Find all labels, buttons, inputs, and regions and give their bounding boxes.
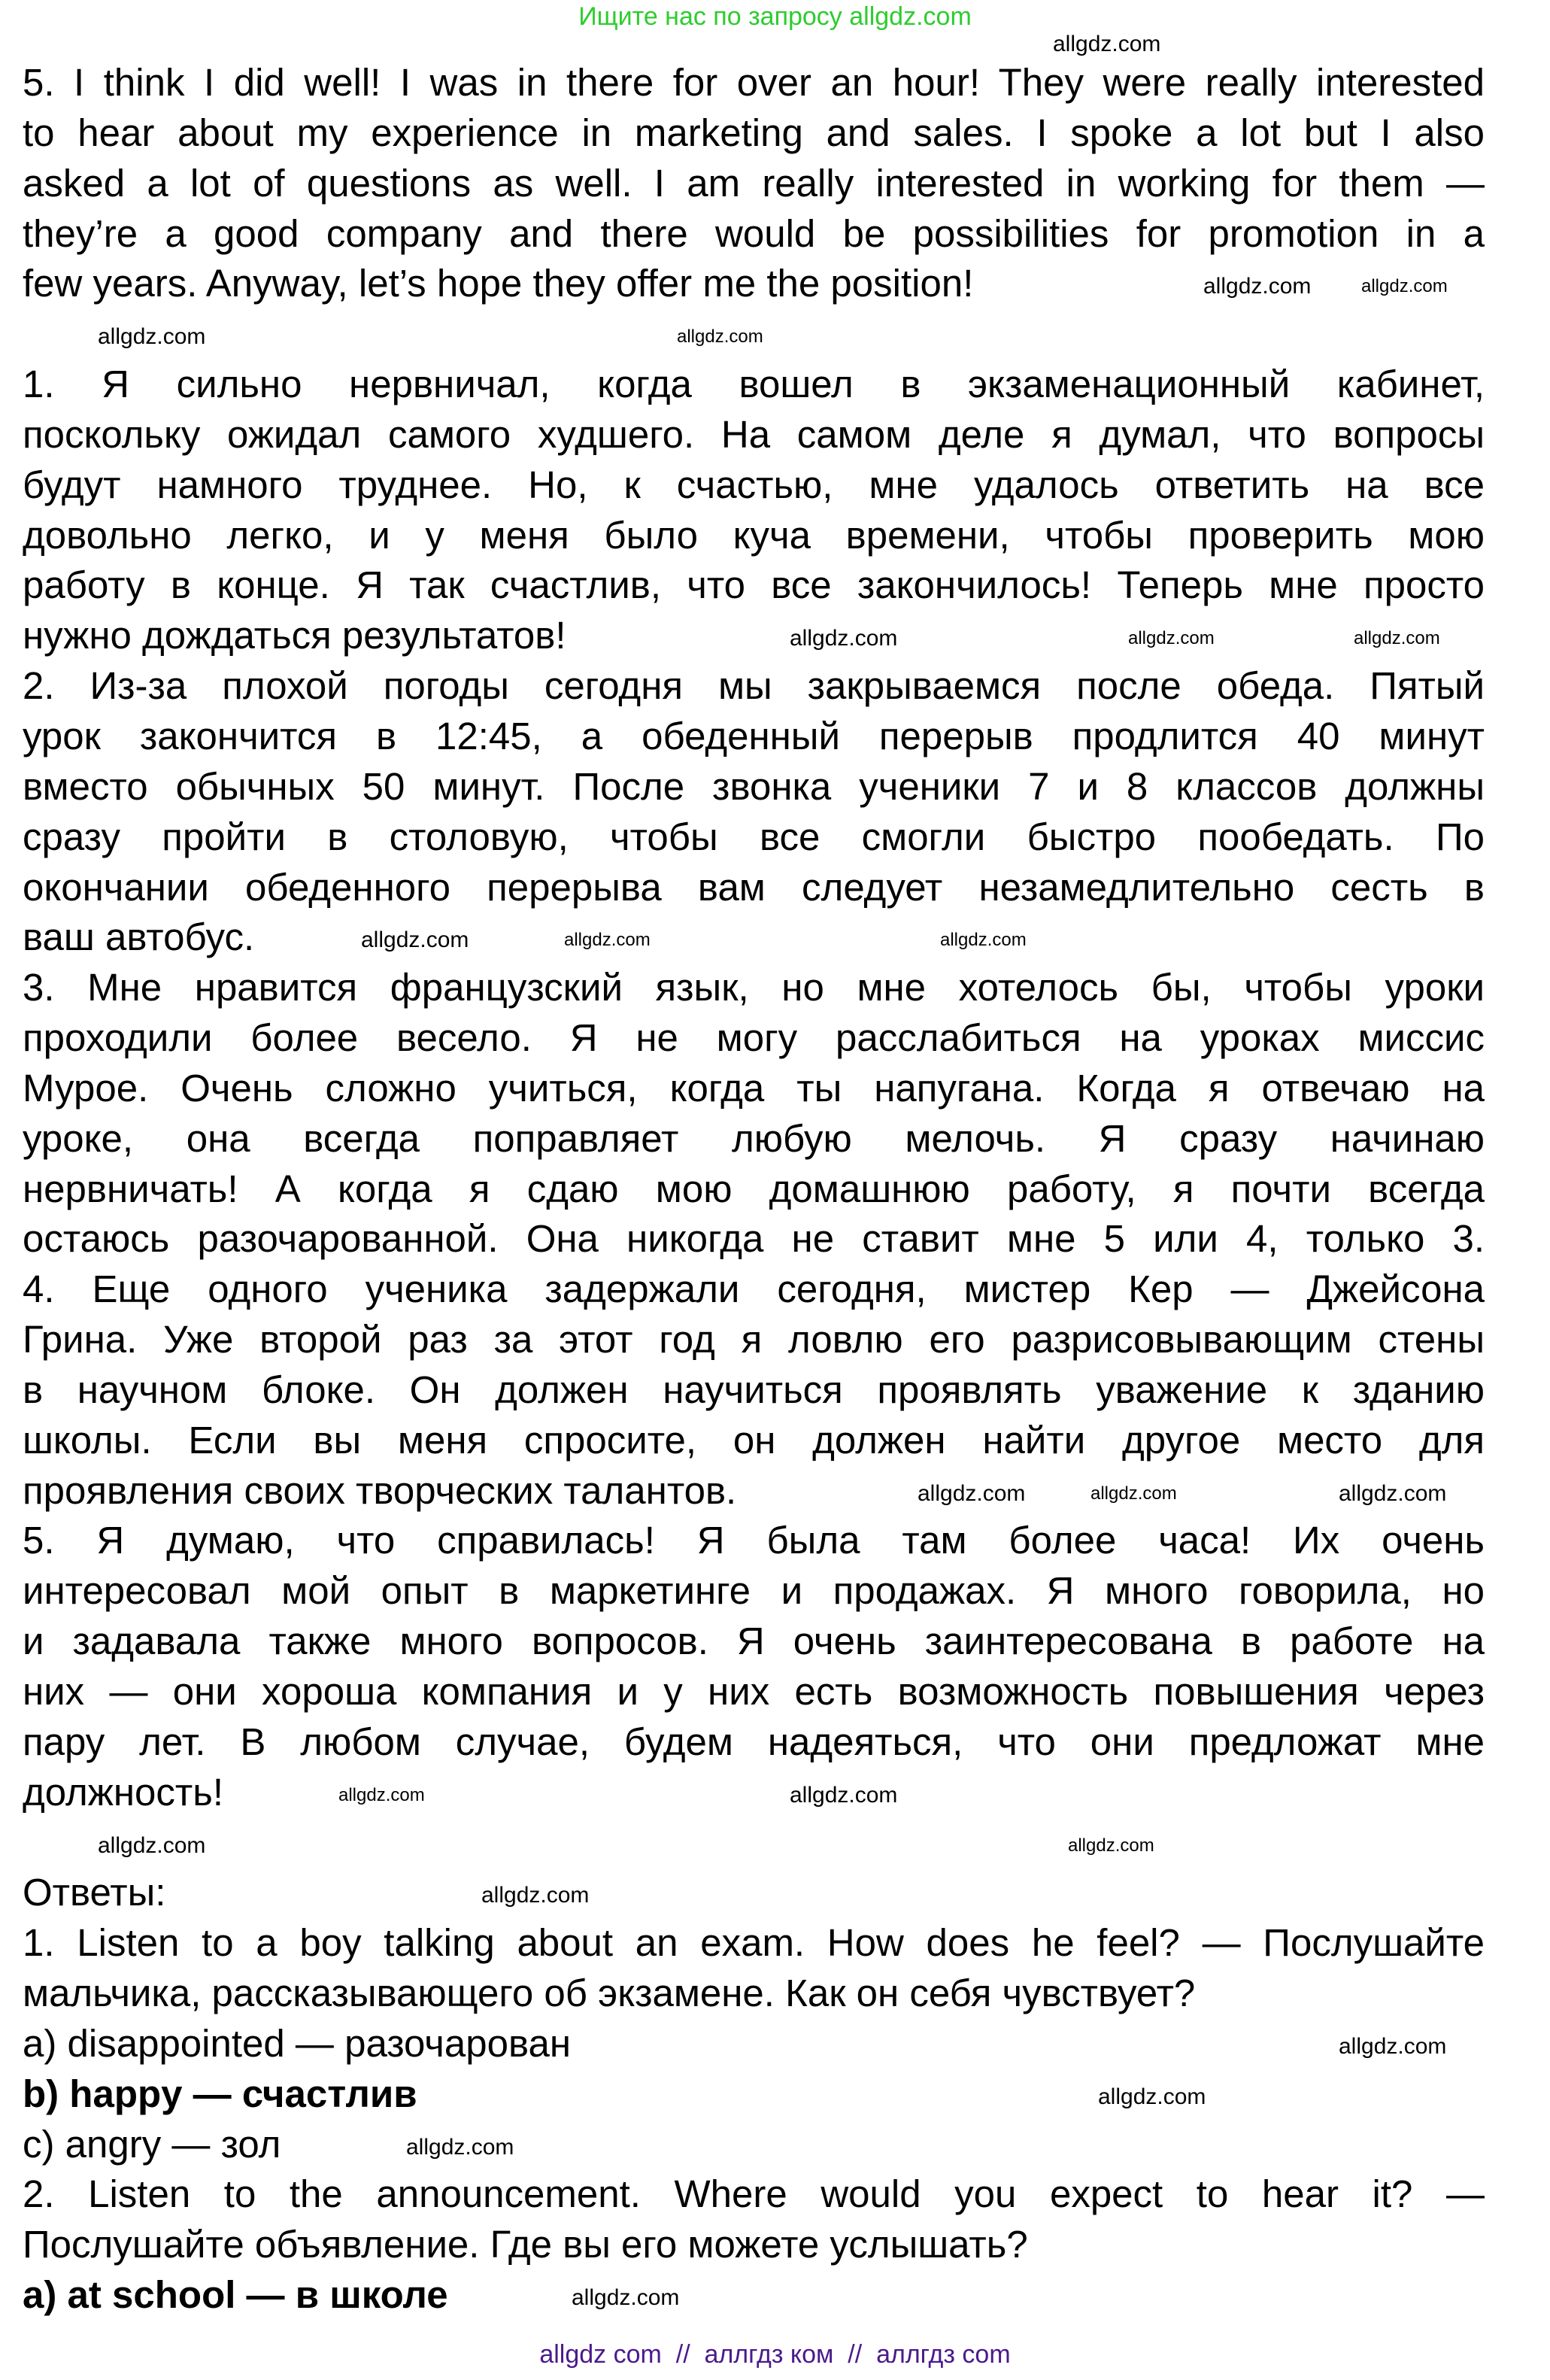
answers-heading: Ответы: <box>23 1871 166 1914</box>
watermark: allgdz.com <box>1090 1483 1177 1504</box>
option-c-row <box>23 2120 1485 2170</box>
watermark: allgdz.com <box>361 927 469 952</box>
option-c: c) angry — зол <box>23 2122 281 2166</box>
watermark: allgdz.com <box>1128 628 1215 648</box>
question-2-row <box>23 2220 1485 2270</box>
watermark: allgdz.com <box>1339 2034 1447 2059</box>
footer-banner: allgdz com // аллгдз ком // аллгдз com <box>539 2340 1011 2369</box>
text-line: вместо обычных 50 минут. После звонка ученики 7 и 8 классов должны <box>23 764 1485 808</box>
watermark: allgdz.com <box>1068 1835 1154 1856</box>
watermark: allgdz.com <box>1339 1481 1447 1506</box>
text-line: asked a lot of questions as well. I am really interested in working for them — <box>23 161 1485 205</box>
watermark: allgdz.com <box>1354 628 1440 648</box>
text-line: довольно легко, и у меня было куча времени, чтобы проверить мою <box>23 513 1485 557</box>
question-2-line: 2. Listen to the announcement. Where would you expect to hear it? — <box>23 2172 1485 2216</box>
text-line-row <box>23 611 1485 661</box>
text-line: поскольку ожидал самого худшего. На самом деле я думал, что вопросы <box>23 412 1485 456</box>
watermark: allgdz.com <box>481 1883 590 1908</box>
text-line: будут намного труднее. Но, к счастью, мне удалось ответить на все <box>23 463 1485 506</box>
watermark: allgdz.com <box>98 324 206 349</box>
text-line: урок закончится в 12:45, а обеденный перерыв продлится 40 минут <box>23 714 1485 757</box>
watermark: allgdz.com <box>1361 276 1448 296</box>
text-line: в научном блоке. Он должен научиться проявлять уважение к зданию <box>23 1368 1485 1411</box>
paragraph-russian-5 <box>23 1516 1485 1817</box>
text-line: 1. Я сильно нервничал, когда вошел в экзаменационный кабинет, <box>23 363 1485 406</box>
text-line: 2. Из-за плохой погоды сегодня мы закрываемся после обеда. Пятый <box>23 664 1485 708</box>
question-1-line: мальчика, рассказывающего об экзамене. Как он себя чувствует? <box>23 1972 1196 2015</box>
text-line: и задавала также много вопросов. Я очень заинтересована в работе на <box>23 1620 1485 1663</box>
watermark: allgdz.com <box>940 930 1027 950</box>
watermark: allgdz.com <box>98 1833 206 1858</box>
watermark: allgdz.com <box>1053 32 1161 56</box>
answers-section <box>23 1868 1485 2321</box>
paragraph-russian-2 <box>23 661 1485 963</box>
search-banner: Ищите нас по запросу allgdz.com <box>578 2 972 31</box>
text-line: них — они хороша компания и у них есть возможность повышения через <box>23 1670 1485 1713</box>
watermark: allgdz.com <box>572 2285 680 2310</box>
watermark: allgdz.com <box>790 1783 898 1808</box>
question-1-line: 1. Listen to a boy talking about an exam. How does he feel? — Послушайте <box>23 1921 1485 1965</box>
text-line: работу в конце. Я так счастлив, что все закончилось! Теперь мне просто <box>23 563 1485 607</box>
watermark: allgdz.com <box>564 930 651 950</box>
text-line: Мурое. Очень сложно учиться, когда ты напугана. Когда я отвечаю на <box>23 1066 1485 1110</box>
watermark: allgdz.com <box>406 2135 514 2160</box>
text-line: проявления своих творческих талантов. <box>23 1468 737 1512</box>
text-line: ваш автобус. <box>23 915 255 959</box>
text-line: to hear about my experience in marketing and sales. I spoke a lot but I also <box>23 111 1485 154</box>
text-line: 3. Мне нравится французский язык, но мне хотелось бы, чтобы уроки <box>23 966 1485 1009</box>
text-line: нужно дождаться результатов! <box>23 614 566 657</box>
question-2-answer-row <box>23 2270 1485 2321</box>
text-line: остаюсь разочарованной. Она никогда не ставит мне 5 или 4, только 3. <box>23 1217 1485 1261</box>
text-line: 5. Я думаю, что справилась! Я была там более часа! Их очень <box>23 1519 1485 1562</box>
text-line: they’re a good company and there would be possibilities for promotion in a <box>23 211 1485 255</box>
option-b-correct: b) happy — счастлив <box>23 2072 417 2115</box>
text-line: сразу пройти в столовую, чтобы все смогли быстро пообедать. По <box>23 815 1485 858</box>
paragraph-russian-4 <box>23 1264 1485 1516</box>
option-a: a) disappointed — разочарован <box>23 2021 572 2065</box>
text-line-row <box>23 1466 1485 1516</box>
text-line: Грина. Уже второй раз за этот год я ловлю его разрисовывающим стены <box>23 1318 1485 1362</box>
text-line-row <box>23 912 1485 963</box>
text-line: пару лет. В любом случае, будем надеяться, что они предложат мне <box>23 1720 1485 1763</box>
question-2-answer: a) at school — в школе <box>23 2273 448 2317</box>
text-line-row <box>23 1768 1485 1818</box>
watermark: allgdz.com <box>1203 274 1312 299</box>
text-line: уроке, она всегда поправляет любую мелочь. Я сразу начинаю <box>23 1116 1485 1160</box>
watermark: allgdz.com <box>918 1481 1026 1506</box>
spacer <box>23 1818 1485 1868</box>
text-line: 5. I think I did well! I was in there for over an hour! They were really interested <box>23 61 1485 104</box>
watermark: allgdz.com <box>790 626 898 651</box>
option-b-row <box>23 2069 1485 2120</box>
paragraph-russian-3 <box>23 963 1485 1264</box>
text-line: должность! <box>23 1770 224 1814</box>
question-1-row <box>23 1969 1485 2019</box>
watermark: allgdz.com <box>677 326 763 347</box>
text-line: школы. Если вы меня спросите, он должен найти другое место для <box>23 1418 1485 1462</box>
answers-heading-row <box>23 1868 1485 1918</box>
text-line: проходили более весело. Я не могу расслабиться на уроках миссис <box>23 1016 1485 1060</box>
paragraph-english-5 <box>23 58 1485 309</box>
document-body <box>23 58 1485 2321</box>
text-line: few years. Anyway, let’s hope they offer me the position! <box>23 262 974 305</box>
watermark: allgdz.com <box>338 1785 425 1805</box>
text-line: окончании обеденного перерыва вам следует незамедлительно сесть в <box>23 865 1485 909</box>
text-line: нервничать! А когда я сдаю мою домашнюю работу, я почти всегда <box>23 1167 1485 1210</box>
paragraph-russian-1 <box>23 360 1485 661</box>
watermark: allgdz.com <box>1098 2084 1206 2109</box>
text-line: интересовал мой опыт в маркетинге и продажах. Я много говорила, но <box>23 1569 1485 1613</box>
text-line: 4. Еще одного ученика задержали сегодня, мистер Кер — Джейсона <box>23 1267 1485 1311</box>
question-2-line: Послушайте объявление. Где вы его можете услышать? <box>23 2223 1028 2266</box>
option-a-row <box>23 2019 1485 2069</box>
